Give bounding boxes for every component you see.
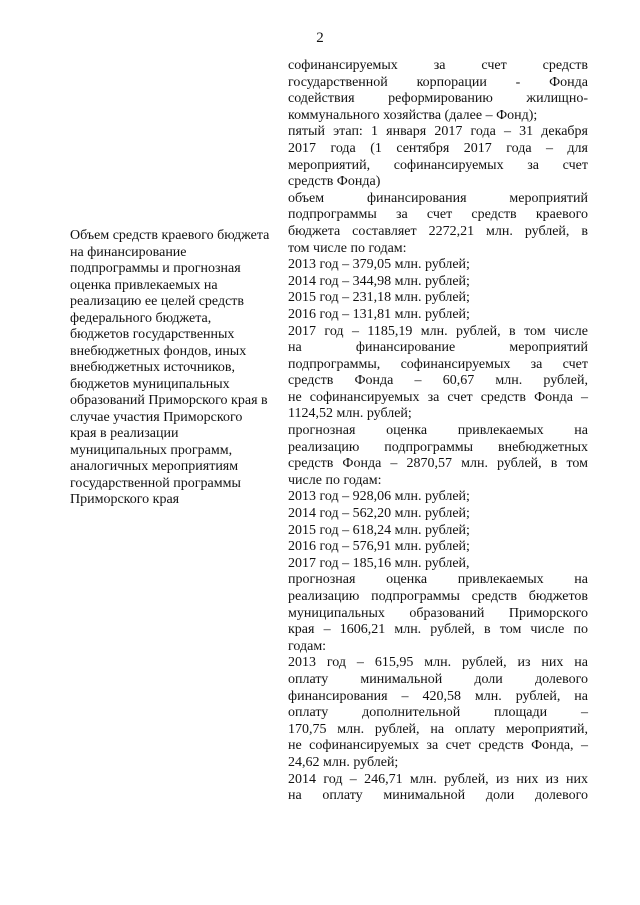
text-line: муниципальных образований Приморского — [288, 605, 588, 621]
text-line: 24,62 млн. рублей; — [288, 754, 399, 770]
text-line: средств Фонда) — [288, 174, 381, 190]
text-line: подпрограммы за счет средств краевого — [288, 207, 588, 223]
text-line: объем финансирования мероприятий — [288, 190, 588, 206]
text-line: том числе по годам: — [288, 240, 407, 256]
text-line: мероприятий, софинансируемых за счет — [288, 157, 588, 173]
text-line: годам: — [288, 638, 327, 654]
text-line: прогнозная оценка привлекаемых на — [288, 572, 588, 588]
text-line: финансирования – 420,58 млн. рублей, на — [288, 688, 588, 704]
text-line: подпрограммы, софинансируемых за счет — [288, 356, 588, 372]
text-line: на финансирование мероприятий — [288, 340, 588, 356]
text-line: 170,75 млн. рублей, на оплату мероприятий, — [288, 721, 588, 737]
text-line: 2015 год – 231,18 млн. рублей; — [288, 290, 470, 306]
text-line: 2013 год – 928,06 млн. рублей; — [288, 489, 470, 505]
left-column-label: Объем средств краевого бюджета на финансирование подпрограммы и прогнозная оценка привлекаемых на реализацию ее целей средств федерального бюджета, бюджетов государственных внебюджетных фондов, иных внебюджетных источников, бюджетов муниципальных образований Приморского края в случае участия Приморского края в реализации муниципальных программ, аналогичных мероприятиям государственной программы Приморского края — [70, 228, 270, 507]
text-line: 2016 год – 576,91 млн. рублей; — [288, 539, 470, 555]
text-line: прогнозная оценка привлекаемых на — [288, 423, 588, 439]
text-line: 1124,52 млн. рублей; — [288, 406, 412, 422]
text-line: на оплату минимальной доли долевого — [288, 788, 588, 804]
text-line: 2017 год – 1185,19 млн. рублей, в том числе — [288, 323, 588, 339]
text-line: не софинансируемых за счет средств Фонда, – — [288, 738, 588, 754]
right-column-text — [288, 58, 588, 805]
text-line: не софинансируемых за счет средств Фонда – — [288, 389, 588, 405]
text-line: 2014 год – 246,71 млн. рублей, из них из них — [288, 771, 588, 787]
text-line: пятый этап: 1 января 2017 года – 31 декабря — [288, 124, 588, 140]
text-line: средств Фонда – 2870,57 млн. рублей, в том — [288, 456, 588, 472]
page-number: 2 — [316, 30, 324, 46]
text-line: 2013 год – 615,95 млн. рублей, из них на — [288, 655, 588, 671]
text-line: государственной корпорации - Фонда — [288, 74, 588, 90]
text-line: числе по годам: — [288, 472, 382, 488]
text-line: реализацию подпрограммы средств бюджетов — [288, 589, 588, 604]
text-line: 2015 год – 618,24 млн. рублей; — [288, 522, 470, 538]
text-line: 2016 год – 131,81 млн. рублей; — [288, 306, 470, 322]
text-line: оплату минимальной доли долевого — [288, 671, 588, 687]
text-line: 2017 год – 185,16 млн. рублей, — [288, 555, 470, 571]
text-line: 2017 года (1 сентября 2017 года – для — [288, 140, 588, 156]
text-line: бюджета составляет 2272,21 млн. рублей, в — [288, 223, 588, 239]
text-line: оплату дополнительной площади – — [288, 705, 588, 721]
text-line: софинансируемых за счет средств — [288, 58, 588, 73]
text-line: 2014 год – 344,98 млн. рублей; — [288, 273, 470, 289]
text-line: коммунального хозяйства (далее – Фонд); — [288, 107, 538, 123]
text-line: 2014 год – 562,20 млн. рублей; — [288, 506, 470, 522]
text-line: края – 1606,21 млн. рублей, в том числе по — [288, 622, 588, 638]
text-line: содействия реформированию жилищно- — [288, 91, 588, 107]
text-line: реализацию подпрограммы внебюджетных — [288, 439, 588, 455]
text-line: средств Фонда – 60,67 млн. рублей, — [288, 373, 588, 389]
text-line: 2013 год – 379,05 млн. рублей; — [288, 257, 470, 273]
